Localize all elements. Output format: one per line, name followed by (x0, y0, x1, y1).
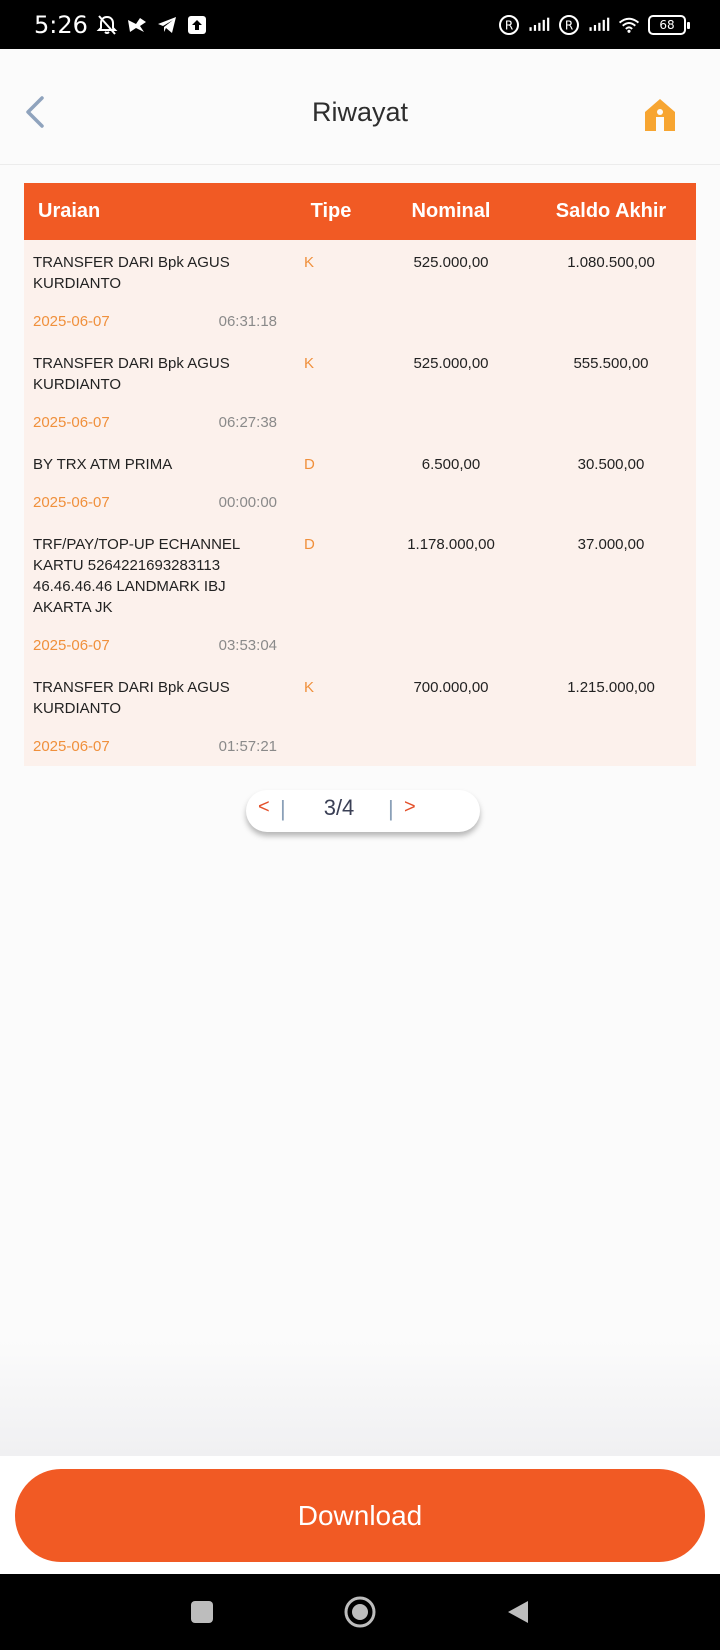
table-row (24, 341, 696, 442)
row-date: 2025-06-07 (33, 413, 110, 431)
pagination (246, 790, 480, 832)
cell-tipe: D (304, 456, 315, 473)
cell-saldo: 1.080.500,00 (567, 254, 655, 271)
cell-tipe: K (304, 254, 315, 271)
back-nav-button[interactable] (498, 1592, 538, 1632)
wifi-icon (618, 14, 640, 36)
system-icons (498, 14, 686, 36)
cell-tipe: K (304, 679, 315, 696)
battery-icon: 68 (648, 15, 686, 35)
cell-uraian: TRANSFER DARI Bpk AGUS KURDIANTO (33, 355, 230, 393)
row-date: 2025-06-07 (33, 312, 110, 330)
bird-icon (126, 14, 148, 36)
cell-nominal: 6.500,00 (421, 456, 481, 473)
recents-square-icon (189, 1599, 215, 1625)
upload-icon (186, 14, 208, 36)
svg-text:R: R (564, 18, 574, 32)
column-header-saldo: Saldo Akhir (555, 200, 667, 222)
roaming-r-icon (498, 14, 520, 36)
table-header (24, 183, 696, 240)
cell-tipe: K (304, 355, 315, 372)
status-bar (0, 0, 720, 49)
cell-saldo: 555.500,00 (573, 355, 649, 372)
recents-button[interactable] (182, 1592, 222, 1632)
system-nav-bar (0, 1574, 720, 1650)
cell-saldo: 1.215.000,00 (567, 679, 655, 696)
row-date: 2025-06-07 (33, 636, 110, 654)
next-page-button[interactable]: > (404, 796, 416, 818)
page-indicator: 3/4 (323, 795, 355, 820)
row-time: 01:57:21 (218, 737, 277, 755)
row-time: 06:31:18 (218, 312, 277, 330)
cell-saldo: 30.500,00 (577, 456, 645, 473)
row-time: 00:00:00 (218, 493, 277, 511)
signal-icon (588, 14, 610, 36)
svg-text:R: R (504, 18, 514, 32)
signal-icon (528, 14, 550, 36)
table-row (24, 522, 696, 665)
home-circle-icon (343, 1595, 377, 1629)
row-date: 2025-06-07 (33, 493, 110, 511)
cell-uraian: TRANSFER DARI Bpk AGUS KURDIANTO (33, 254, 230, 292)
row-date: 2025-06-07 (33, 737, 110, 755)
column-header-uraian: Uraian (38, 200, 101, 222)
bottom-fade (0, 1340, 720, 1456)
cell-saldo: 37.000,00 (577, 536, 645, 553)
cell-uraian: TRANSFER DARI Bpk AGUS KURDIANTO (33, 679, 230, 717)
transaction-table (24, 183, 696, 766)
status-time: 5:26 (34, 10, 88, 39)
table-row (24, 665, 696, 766)
home-nav-button[interactable] (340, 1592, 380, 1632)
cell-uraian: TRF/PAY/TOP-UP ECHANNEL KARTU 5264221693283113 46.46.46.46 LANDMARK IBJ AKARTA JK (33, 536, 240, 616)
home-button[interactable] (642, 97, 678, 133)
row-time: 06:27:38 (218, 413, 277, 431)
download-button[interactable]: Download (15, 1469, 705, 1562)
prev-page-button[interactable]: < (258, 796, 270, 818)
home-icon (642, 97, 678, 133)
column-header-nominal: Nominal (411, 200, 491, 222)
row-time: 03:53:04 (218, 636, 277, 654)
notification-icons (96, 14, 208, 36)
cell-nominal: 700.000,00 (413, 679, 489, 696)
page-title: Riwayat (311, 97, 409, 127)
cell-nominal: 525.000,00 (413, 254, 489, 271)
app-header (0, 49, 720, 165)
pager-divider: | (280, 796, 286, 821)
roaming-r-icon (558, 14, 580, 36)
bell-off-icon (96, 14, 118, 36)
back-triangle-icon (504, 1598, 532, 1626)
cell-uraian: BY TRX ATM PRIMA (33, 456, 173, 473)
cell-nominal: 1.178.000,00 (407, 536, 495, 553)
column-header-tipe: Tipe (310, 200, 352, 222)
telegram-icon (156, 14, 178, 36)
table-row (24, 442, 696, 522)
cell-nominal: 525.000,00 (413, 355, 489, 372)
table-row (24, 240, 696, 341)
pager-divider: | (388, 796, 394, 821)
cell-tipe: D (304, 536, 315, 553)
